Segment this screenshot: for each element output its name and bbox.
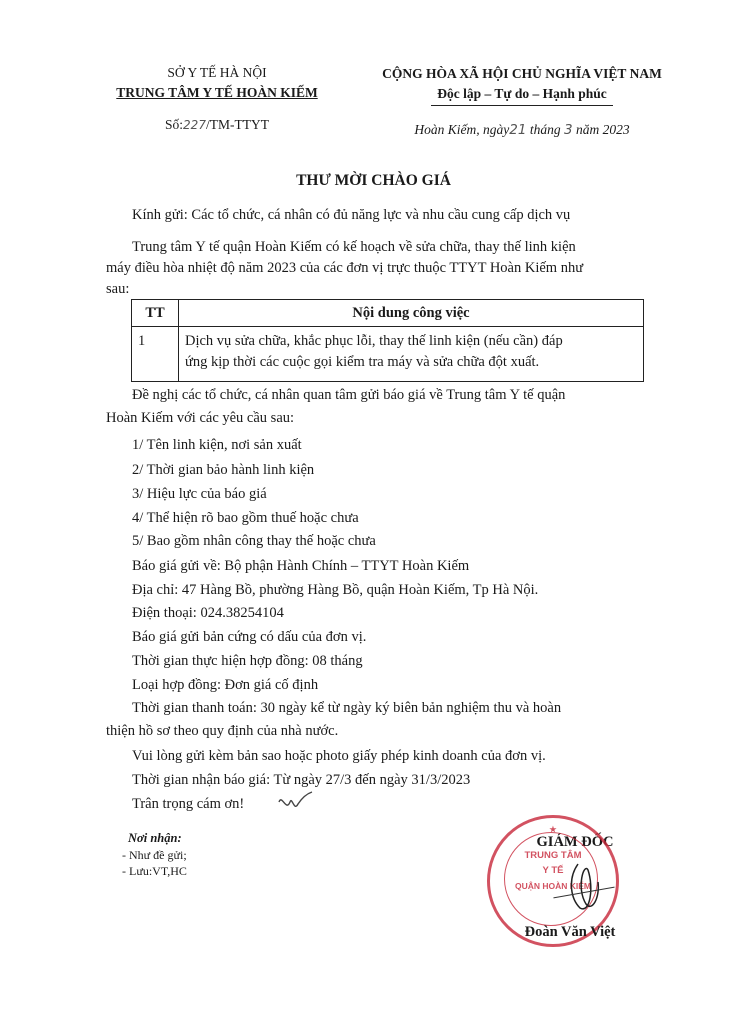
document-number-suffix: /TM-TTYT <box>205 117 269 132</box>
initial-scribble-icon <box>276 790 316 820</box>
table-cell-tt: 1 <box>132 327 179 382</box>
document-number-prefix: Số: <box>165 117 184 132</box>
document-title: THƯ MỜI CHÀO GIÁ <box>296 172 451 189</box>
table-cell-content-line-1: Dịch vụ sửa chữa, khắc phục lỗi, thay thế linh kiện (nếu cần) đáp <box>185 333 563 349</box>
date-year: năm 2023 <box>572 122 630 137</box>
department-name: SỞ Y TẾ HÀ NỘI <box>167 65 267 80</box>
header-right <box>372 64 672 140</box>
work-table <box>131 299 644 382</box>
detail-hardcopy: Báo giá gửi bản cứng có dấu của đơn vị. <box>132 629 367 645</box>
document-date <box>372 120 672 140</box>
signatory-role: GIÁM ĐỐC <box>536 834 614 850</box>
national-motto: Độc lập – Tự do – Hạnh phúc <box>431 84 613 106</box>
document-number <box>92 115 342 135</box>
table-cell-content <box>179 327 644 382</box>
date-place: Hoàn Kiếm, ngày <box>414 122 510 137</box>
table-cell-content-line-2: ứng kịp thời các cuộc gọi kiểm tra máy và sửa chữa đột xuất. <box>185 354 540 370</box>
recipient-item: - Lưu:VT,HC <box>122 864 187 878</box>
detail-contract-type: Loại hợp đồng: Đơn giá cố định <box>132 677 319 693</box>
requirement-item: 2/ Thời gian bảo hành linh kiện <box>132 462 315 478</box>
requirement-item: 1/ Tên linh kiện, nơi sản xuất <box>132 437 302 453</box>
payment-line-2: thiện hồ sơ theo quy định của nhà nước. <box>106 723 339 739</box>
detail-phone: Điện thoại: 024.38254104 <box>132 605 284 621</box>
request-line-1: Đề nghị các tổ chức, cá nhân quan tâm gửi báo giá về Trung tâm Y tế quận <box>132 387 566 403</box>
detail-contract-duration: Thời gian thực hiện hợp đồng: 08 tháng <box>132 653 363 669</box>
recipients-label: Nơi nhận: <box>128 831 182 845</box>
national-title: CỘNG HÒA XÃ HỘI CHỦ NGHĨA VIỆT NAM <box>382 66 662 81</box>
seal-text-line-1: TRUNG TÂM <box>524 850 582 861</box>
table-header-content: Nội dung công việc <box>179 300 644 327</box>
table-header-row <box>132 300 644 327</box>
closing-license: Vui lòng gửi kèm bản sao hoặc photo giấy phép kinh doanh của đơn vị. <box>132 748 546 764</box>
organization-name: TRUNG TÂM Y TẾ HOÀN KIẾM <box>116 85 318 100</box>
seal-text-line-2: Y TẾ <box>542 865 564 876</box>
requirement-item: 4/ Thể hiện rõ bao gồm thuế hoặc chưa <box>132 510 359 526</box>
seal-text-line-3: QUẬN HOÀN KIẾM <box>514 881 592 891</box>
signatory-name: Đoàn Văn Việt <box>524 924 616 940</box>
detail-recipient-dept: Báo giá gửi về: Bộ phận Hành Chính – TTYT Hoàn Kiếm <box>132 558 470 574</box>
table-header-tt: TT <box>132 300 179 327</box>
payment-line-1: Thời gian thanh toán: 30 ngày kể từ ngày ký biên bản nghiệm thu và hoàn <box>132 700 562 716</box>
greeting: Kính gửi: Các tổ chức, cá nhân có đủ năng lực và nhu cầu cung cấp dịch vụ <box>132 207 571 223</box>
intro-line-1: Trung tâm Y tế quận Hoàn Kiếm có kế hoạch về sửa chữa, thay thế linh kiện <box>132 239 576 255</box>
intro-line-2: máy điều hòa nhiệt độ năm 2023 của các đơn vị trực thuộc TTYT Hoàn Kiếm như <box>106 260 584 276</box>
requirement-item: 5/ Bao gồm nhân công thay thế hoặc chưa <box>132 533 376 549</box>
detail-address: Địa chỉ: 47 Hàng Bồ, phường Hàng Bồ, quận Hoàn Kiếm, Tp Hà Nội. <box>132 582 539 598</box>
date-day-handwritten: 21 <box>509 122 527 138</box>
recipient-item: - Như đề gửi; <box>122 848 187 862</box>
date-month-handwritten: 3 <box>563 122 573 138</box>
request-line-2: Hoàn Kiếm với các yêu cầu sau: <box>106 410 295 426</box>
closing-deadline: Thời gian nhận báo giá: Từ ngày 27/3 đến ngày 31/3/2023 <box>132 772 471 788</box>
document-number-handwritten: 227 <box>183 118 206 132</box>
date-month-label: tháng <box>526 122 564 137</box>
closing-thanks: Trân trọng cám ơn! <box>132 796 245 812</box>
header-left <box>92 63 342 135</box>
table-row <box>132 327 644 382</box>
intro-line-3: sau: <box>106 281 130 297</box>
seal-star-icon: ★ <box>549 825 557 834</box>
requirement-item: 3/ Hiệu lực của báo giá <box>132 486 267 502</box>
